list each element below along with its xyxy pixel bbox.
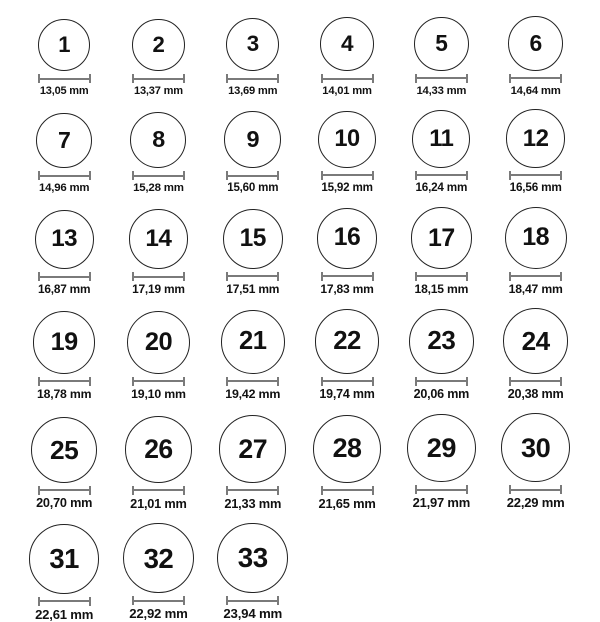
ring-size-item <box>488 16 582 97</box>
diameter-measure-line <box>132 596 185 605</box>
ring-circle <box>320 17 374 71</box>
ring-size-item <box>300 17 394 97</box>
ring-size-item <box>17 417 111 511</box>
ring-size-item <box>111 209 205 296</box>
ring-size-item <box>300 309 394 401</box>
diameter-measure-line <box>321 377 374 386</box>
ring-circle <box>29 524 99 594</box>
ring-size-number: 29 <box>426 432 456 463</box>
ring-size-number: 6 <box>529 30 542 56</box>
diameter-measure-line <box>38 74 91 83</box>
ring-size-number: 16 <box>333 224 361 252</box>
ring-circle <box>317 208 378 269</box>
ring-size-item <box>17 113 111 195</box>
chart-row <box>0 523 600 622</box>
diameter-label: 14,01 mm <box>322 85 372 98</box>
ring-size-item <box>111 19 205 98</box>
diameter-measure-line <box>415 485 468 494</box>
ring-circle <box>505 207 567 269</box>
diameter-measure-line <box>321 486 374 495</box>
diameter-measure-line <box>226 486 279 495</box>
ring-size-item <box>17 210 111 296</box>
diameter-label: 19,74 mm <box>319 386 375 401</box>
ring-size-item <box>111 416 205 511</box>
ring-circle <box>501 413 570 482</box>
ring-size-item <box>488 109 582 194</box>
ring-size-item <box>300 111 394 195</box>
ring-size-number: 17 <box>428 223 455 252</box>
ring-size-number: 8 <box>152 126 165 153</box>
ring-size-item <box>17 19 111 97</box>
diameter-label: 17,83 mm <box>320 281 374 296</box>
ring-circle <box>409 309 474 374</box>
diameter-label: 13,69 mm <box>228 85 278 98</box>
ring-size-item <box>300 415 394 511</box>
ring-size-number: 27 <box>238 433 268 464</box>
diameter-label: 17,51 mm <box>226 281 280 296</box>
diameter-label: 15,28 mm <box>133 182 184 195</box>
diameter-label: 15,60 mm <box>227 182 279 195</box>
ring-size-number: 10 <box>334 125 360 152</box>
ring-size-item <box>488 308 582 401</box>
ring-circle <box>412 110 470 168</box>
diameter-label: 18,47 mm <box>508 281 563 296</box>
diameter-label: 20,06 mm <box>413 386 470 401</box>
ring-size-item <box>206 415 300 510</box>
ring-size-number: 32 <box>143 542 174 574</box>
ring-circle <box>33 311 96 374</box>
diameter-label: 22,29 mm <box>506 495 565 511</box>
diameter-measure-line <box>321 171 374 180</box>
diameter-measure-line <box>132 377 185 386</box>
ring-size-number: 22 <box>333 326 361 355</box>
ring-size-number: 21 <box>239 327 267 356</box>
chart-row <box>0 207 600 296</box>
ring-size-item <box>111 112 205 195</box>
ring-circle <box>224 111 281 168</box>
chart-row <box>0 308 600 401</box>
ring-circle <box>132 19 185 72</box>
ring-size-item <box>206 18 300 97</box>
ring-size-number: 7 <box>57 126 71 153</box>
diameter-measure-line <box>38 597 91 606</box>
ring-circle <box>130 112 186 168</box>
diameter-measure-line <box>509 377 562 386</box>
ring-size-number: 9 <box>246 125 260 152</box>
ring-size-number: 15 <box>239 224 266 252</box>
diameter-label: 16,87 mm <box>37 282 91 297</box>
diameter-measure-line <box>226 377 279 386</box>
ring-size-number: 26 <box>144 434 173 465</box>
diameter-label: 18,78 mm <box>37 386 92 401</box>
ring-size-item <box>17 311 111 401</box>
diameter-label: 21,65 mm <box>318 495 376 511</box>
ring-size-item <box>206 523 300 622</box>
ring-size-item <box>394 207 488 296</box>
ring-size-number: 18 <box>522 223 550 252</box>
diameter-label: 22,92 mm <box>129 606 188 622</box>
ring-circle <box>217 523 288 594</box>
ring-circle <box>318 111 375 168</box>
diameter-label: 22,61 mm <box>35 606 94 622</box>
ring-circle <box>411 207 472 268</box>
ring-size-number: 28 <box>332 433 362 464</box>
ring-size-item <box>206 111 300 194</box>
diameter-label: 13,37 mm <box>134 85 183 98</box>
ring-size-item <box>394 414 488 511</box>
ring-size-item <box>488 413 582 510</box>
diameter-label: 20,70 mm <box>36 495 93 510</box>
ring-circle <box>407 414 475 482</box>
ring-size-item <box>111 523 205 622</box>
diameter-label: 19,42 mm <box>225 386 281 401</box>
diameter-measure-line <box>415 74 468 83</box>
ring-size-item <box>488 207 582 296</box>
diameter-label: 13,05 mm <box>39 85 89 98</box>
diameter-measure-line <box>509 272 562 281</box>
diameter-measure-line <box>38 272 91 281</box>
ring-circle <box>127 311 190 374</box>
diameter-label: 14,33 mm <box>416 84 467 97</box>
ring-size-number: 2 <box>152 31 165 57</box>
diameter-label: 14,64 mm <box>510 84 561 97</box>
ring-circle <box>125 416 192 483</box>
diameter-measure-line <box>321 272 374 281</box>
ring-circle <box>38 19 90 71</box>
ring-circle <box>221 310 285 374</box>
ring-circle <box>35 210 94 269</box>
ring-size-item <box>300 208 394 296</box>
ring-circle <box>123 523 193 593</box>
diameter-measure-line <box>415 171 468 180</box>
diameter-measure-line <box>132 486 185 495</box>
ring-circle <box>503 308 568 373</box>
diameter-measure-line <box>415 272 468 281</box>
diameter-measure-line <box>226 596 279 605</box>
diameter-label: 21,01 mm <box>130 495 187 511</box>
diameter-label: 16,24 mm <box>415 180 468 194</box>
ring-circle <box>129 209 189 269</box>
ring-circle <box>219 415 286 482</box>
ring-size-number: 12 <box>522 124 549 152</box>
diameter-measure-line <box>509 171 562 180</box>
ring-size-number: 3 <box>246 31 259 57</box>
ring-size-number: 23 <box>427 325 456 356</box>
diameter-label: 21,33 mm <box>224 495 282 511</box>
chart-row <box>0 16 600 97</box>
ring-size-item <box>394 17 488 98</box>
diameter-label: 18,15 mm <box>414 281 469 296</box>
diameter-label: 15,92 mm <box>321 180 373 194</box>
ring-size-item <box>17 524 111 622</box>
diameter-measure-line <box>226 171 279 180</box>
ring-circle <box>506 109 564 167</box>
diameter-measure-line <box>38 486 91 495</box>
ring-size-number: 13 <box>51 225 78 253</box>
ring-circle <box>36 113 92 169</box>
ring-size-item <box>394 309 488 402</box>
chart-row <box>0 413 600 510</box>
ring-size-number: 11 <box>429 125 454 153</box>
ring-size-number: 1 <box>58 32 71 58</box>
ring-circle <box>508 16 563 71</box>
ring-size-number: 31 <box>49 543 79 575</box>
ring-size-number: 19 <box>50 328 78 357</box>
ring-size-number: 25 <box>50 434 79 465</box>
ring-size-item <box>206 310 300 401</box>
diameter-measure-line <box>226 272 279 281</box>
diameter-label: 14,96 mm <box>38 182 90 195</box>
ring-size-item <box>394 110 488 195</box>
diameter-label: 19,10 mm <box>131 386 186 401</box>
chart-row <box>0 109 600 194</box>
diameter-measure-line <box>132 171 185 180</box>
diameter-measure-line <box>509 74 562 83</box>
ring-circle <box>313 415 381 483</box>
ring-size-number: 33 <box>237 542 268 574</box>
diameter-measure-line <box>415 377 468 386</box>
ring-size-number: 20 <box>144 327 173 356</box>
diameter-measure-line <box>321 74 374 83</box>
ring-circle <box>414 17 468 71</box>
ring-circle <box>226 18 279 71</box>
ring-size-number: 24 <box>521 325 550 356</box>
diameter-label: 21,97 mm <box>412 495 471 511</box>
diameter-label: 20,38 mm <box>507 386 564 401</box>
diameter-measure-line <box>509 485 562 494</box>
ring-size-number: 5 <box>435 30 448 57</box>
diameter-label: 16,56 mm <box>509 180 562 194</box>
ring-size-number: 30 <box>520 432 551 464</box>
diameter-measure-line <box>38 377 91 386</box>
diameter-label: 23,94 mm <box>223 606 283 622</box>
ring-circle <box>223 209 283 269</box>
ring-size-item <box>111 311 205 402</box>
diameter-measure-line <box>132 272 185 281</box>
ring-size-number: 4 <box>341 30 354 56</box>
diameter-label: 17,19 mm <box>132 282 185 296</box>
ring-circle <box>315 309 379 373</box>
diameter-measure-line <box>132 74 185 83</box>
diameter-measure-line <box>38 171 91 180</box>
ring-circle <box>31 417 97 483</box>
ring-size-item <box>206 209 300 296</box>
ring-size-number: 14 <box>145 225 172 253</box>
diameter-measure-line <box>226 74 279 83</box>
